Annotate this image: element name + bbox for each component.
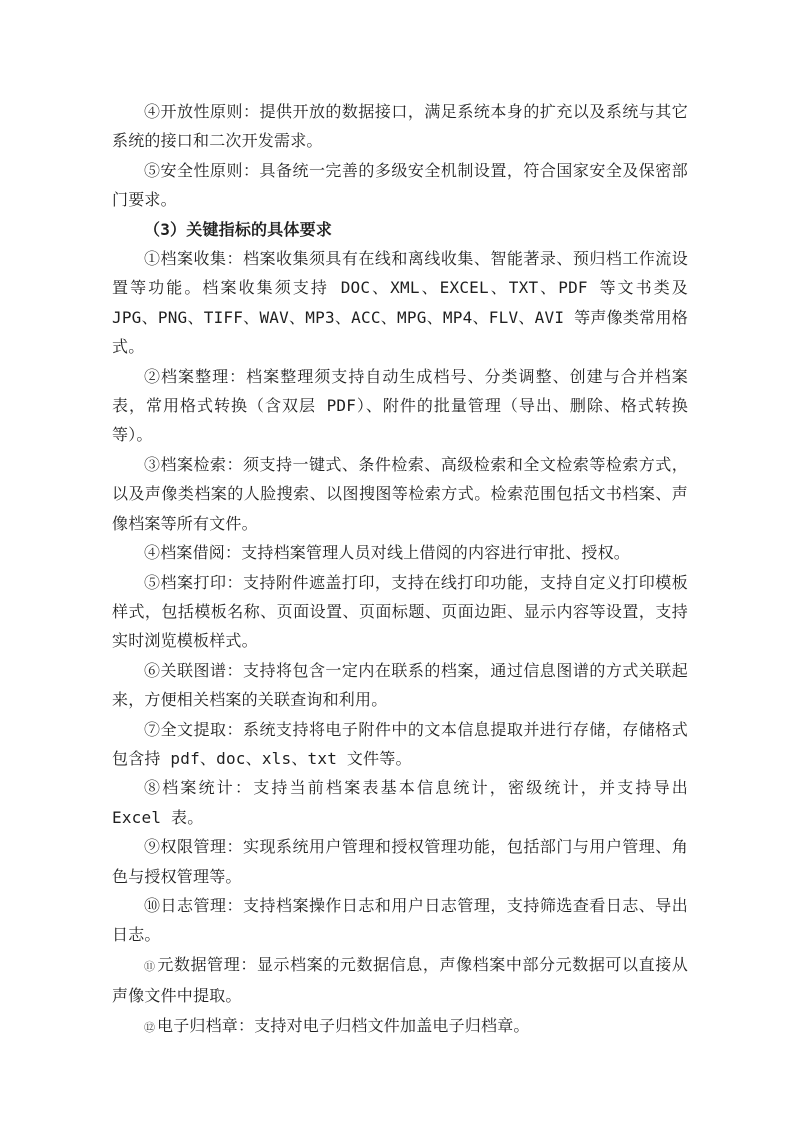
paragraph-text: 档案借阅：支持档案管理人员对线上借阅的内容进行审批、授权。 [160,543,631,563]
item-marker: ⑨ [144,837,161,857]
item-archive-collection [112,244,688,362]
item-marker: ④ [144,543,161,563]
item-permission-management [112,832,688,891]
document-body [112,97,688,1042]
item-marker: ⑤ [144,572,161,592]
paragraph-text: 档案整理：档案整理须支持自动生成档号、分类调整、创建与合并档案表，常用格式转换（含双层 PDF）、附件的批量管理（导出、删除、格式转换等）。 [112,366,689,445]
item-marker: ④ [144,102,161,121]
item-marker: ⑩ [144,895,161,915]
item-marker: ⑦ [144,719,161,739]
paragraph-text: 安全性原则：具备统一完善的多级安全机制设置，符合国家安全及保密部门要求。 [112,160,688,210]
item-archive-arrangement [112,362,688,450]
item-marker: ⑧ [144,778,163,798]
paragraph-text: 开放性原则：提供开放的数据接口，满足系统本身的扩充以及系统与其它系统的接口和二次开发需求。 [112,102,688,151]
item-marker: ⑫ [144,1020,155,1034]
item-marker: ⑥ [144,660,161,680]
paragraph-text: 元数据管理：显示档案的元数据信息，声像档案中部分元数据可以直接从声像文件中提取。 [112,954,689,1006]
item-marker: ③ [144,454,161,474]
paragraph-text: 权限管理：实现系统用户管理和授权管理功能，包括部门与用户管理、角色与授权管理等。 [112,837,688,886]
item-archive-statistics [112,773,688,832]
item-marker: ⑪ [144,959,156,973]
paragraph-text: 档案打印：支持附件遮盖打印，支持在线打印功能，支持自定义打印模板样式，包括模板名称、页面设置、页面标题、页面边距、显示内容等设置，支持实时浏览模板样式。 [112,572,688,651]
item-fulltext-extraction [112,715,688,774]
item-metadata-management [112,950,688,1011]
item-archive-retrieval [112,450,688,538]
paragraph-text: 档案统计：支持当前档案表基本信息统计，密级统计，并支持导出 Excel 表。 [112,778,688,827]
item-archive-borrowing [112,538,688,567]
paragraph-security-principle [112,156,688,215]
item-log-management [112,891,688,950]
paragraph-text: 档案收集：档案收集须具有在线和离线收集、智能著录、预归档工作流设置等功能。档案收集须支持 DOC、XML、EXCEL、TXT、PDF 等文书类及 JPG、PNG、TIFF、WAV、MP3、ACC、MPG、MP4、FLV、AVI 等声像类常用格式。 [112,249,688,357]
item-marker: ⑤ [144,160,161,180]
item-marker: ① [144,249,161,269]
paragraph-text: 全文提取：系统支持将电子附件中的文本信息提取并进行存储，存储格式包含持 pdf、doc、xls、txt 文件等。 [112,719,688,768]
paragraph-text: 日志管理：支持档案操作日志和用户日志管理，支持筛选查看日志、导出日志。 [112,895,688,945]
paragraph-text: 档案检索：须支持一键式、条件检索、高级检索和全文检索等检索方式，以及声像类档案的人脸搜索、以图搜图等检索方式。检索范围包括文书档案、声像档案等所有文件。 [112,454,688,533]
section-heading-key-indicators: （3）关键指标的具体要求 [144,219,333,239]
item-electronic-archive-stamp [112,1011,688,1042]
paragraph-text: 关联图谱：支持将包含一定内在联系的档案，通过信息图谱的方式关联起来，方便相关档案的关联查询和利用。 [112,660,688,710]
paragraph-text: 电子归档章：支持对电子归档文件加盖电子归档章。 [157,1015,530,1035]
item-marker: ② [144,366,162,386]
item-relation-graph [112,656,688,715]
item-archive-printing [112,568,688,656]
paragraph-openness-principle [112,97,688,156]
